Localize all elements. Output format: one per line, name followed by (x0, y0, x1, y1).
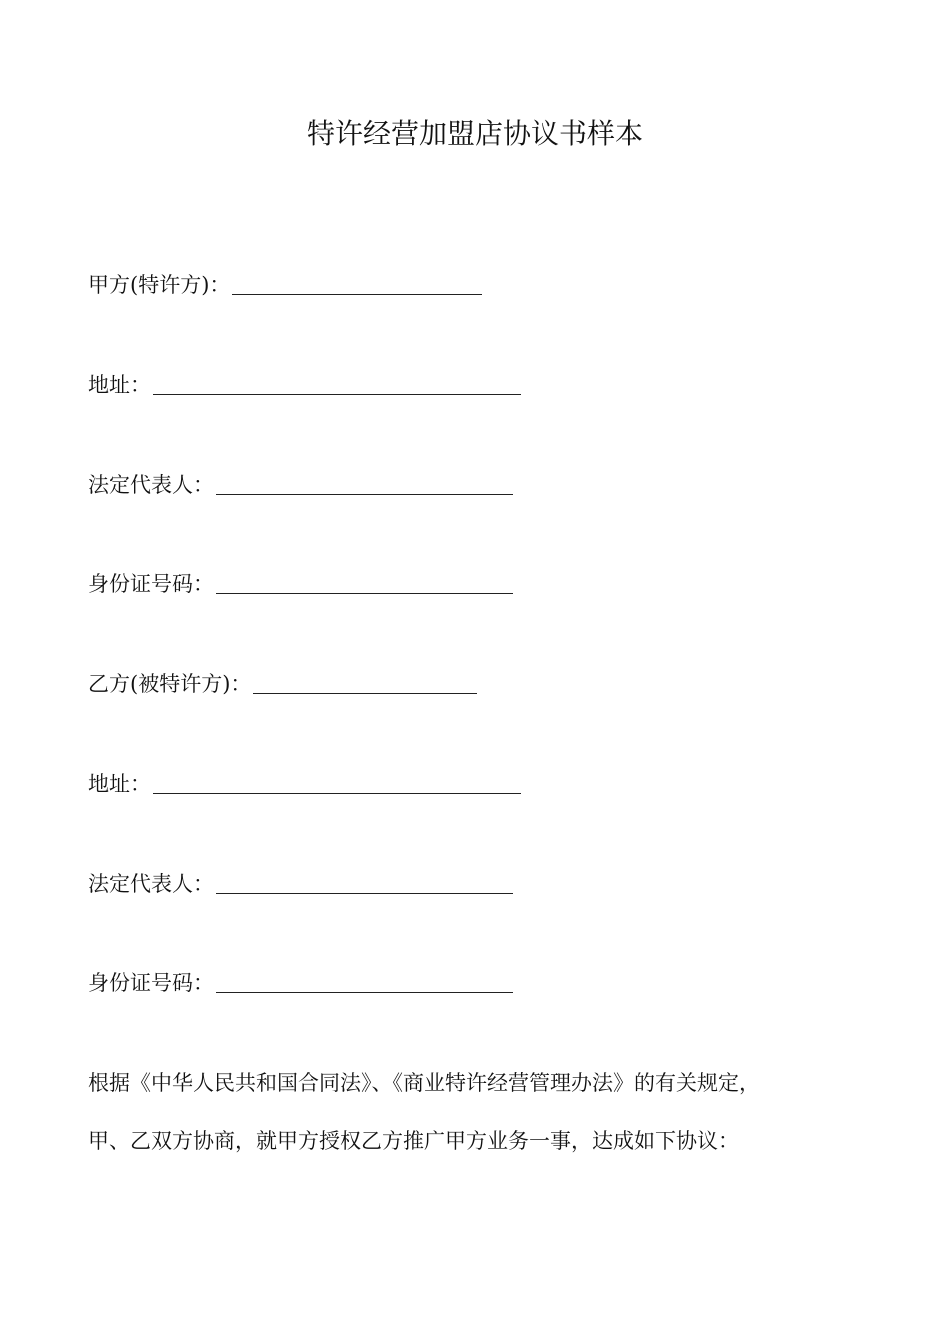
party-b-name-blank[interactable] (253, 671, 477, 694)
party-a-id-field (88, 567, 513, 597)
party-b-legal-rep-blank[interactable] (216, 871, 513, 894)
party-a-address-label: 地址： (88, 373, 151, 397)
party-a-legal-rep-blank[interactable] (216, 472, 513, 495)
party-a-name-field (88, 268, 482, 298)
intro-line-2: 甲、乙双方协商，就甲方授权乙方推广甲方业务一事，达成如下协议： (88, 1129, 739, 1153)
party-a-name-blank[interactable] (232, 272, 482, 295)
party-a-id-label: 身份证号码： (88, 572, 214, 596)
party-b-name-label: 乙方(被特许方)： (88, 672, 252, 696)
party-b-legal-rep-field (88, 867, 513, 897)
document-title: 特许经营加盟店协议书样本 (306, 117, 643, 150)
intro-line-1: 根据《中华人民共和国合同法》、《商业特许经营管理办法》的有关规定， (88, 1071, 760, 1095)
party-b-id-blank[interactable] (216, 970, 513, 993)
party-b-address-field (88, 767, 521, 797)
party-b-id-field (88, 966, 513, 996)
party-b-address-blank[interactable] (153, 771, 521, 794)
party-b-legal-rep-label: 法定代表人： (88, 872, 214, 896)
party-a-address-blank[interactable] (153, 372, 521, 395)
party-b-address-label: 地址： (88, 772, 151, 796)
party-a-address-field (88, 368, 521, 398)
party-a-id-blank[interactable] (216, 571, 513, 594)
party-a-legal-rep-field (88, 468, 513, 498)
party-b-name-field (88, 667, 477, 697)
intro-paragraph (88, 1054, 888, 1170)
party-a-name-label: 甲方(特许方)： (88, 273, 231, 297)
party-a-legal-rep-label: 法定代表人： (88, 473, 214, 497)
party-b-id-label: 身份证号码： (88, 971, 214, 995)
